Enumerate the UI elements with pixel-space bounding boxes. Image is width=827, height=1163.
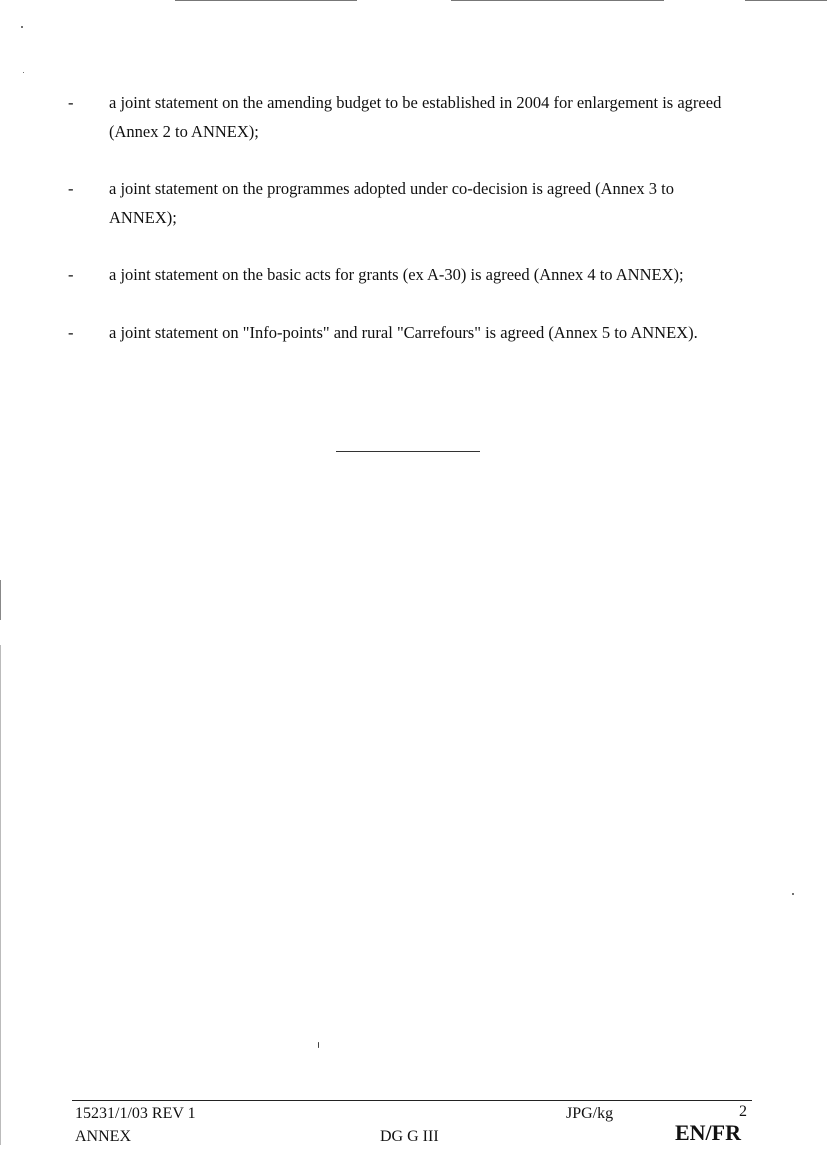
bullet-marker: - (68, 323, 74, 342)
footer-doc-ref: 15231/1/03 REV 1 (75, 1105, 196, 1122)
list-item-text (109, 174, 749, 232)
scan-edge-mark (0, 645, 1, 1145)
scan-mark (451, 0, 664, 1)
list-item-text (109, 260, 749, 289)
footer-dg: DG G III (380, 1128, 439, 1145)
footer-page-number: 2 (739, 1103, 747, 1120)
section-separator (336, 451, 480, 452)
list-item-text (109, 88, 749, 146)
scan-speck (318, 1042, 319, 1048)
footer-initials: JPG/kg (566, 1105, 614, 1122)
bullet-marker: - (68, 93, 74, 112)
list-item-text (109, 318, 749, 347)
text-line: a joint statement on the basic acts for grants (ex A-30) is agreed (Annex 4 to ANNEX); (109, 265, 684, 284)
scan-mark (175, 0, 357, 1)
text-line: a joint statement on the amending budget to be established in 2004 for enlargement is agreed (109, 93, 722, 112)
footer-annex: ANNEX (75, 1128, 131, 1145)
scan-speck (21, 26, 23, 28)
scan-speck (23, 72, 24, 73)
text-line: (Annex 2 to ANNEX); (109, 122, 259, 141)
scan-mark (745, 0, 827, 1)
scan-speck (792, 893, 794, 895)
footer-rule (72, 1100, 752, 1101)
footer-languages: EN/FR (675, 1120, 741, 1145)
text-line: a joint statement on the programmes adopted under co-decision is agreed (Annex 3 to (109, 179, 674, 198)
bullet-marker: - (68, 179, 74, 198)
bullet-marker: - (68, 265, 74, 284)
scan-edge-mark (0, 580, 1, 620)
text-line: ANNEX); (109, 208, 177, 227)
text-line: a joint statement on "Info-points" and rural "Carrefours" is agreed (Annex 5 to ANNEX). (109, 323, 698, 342)
